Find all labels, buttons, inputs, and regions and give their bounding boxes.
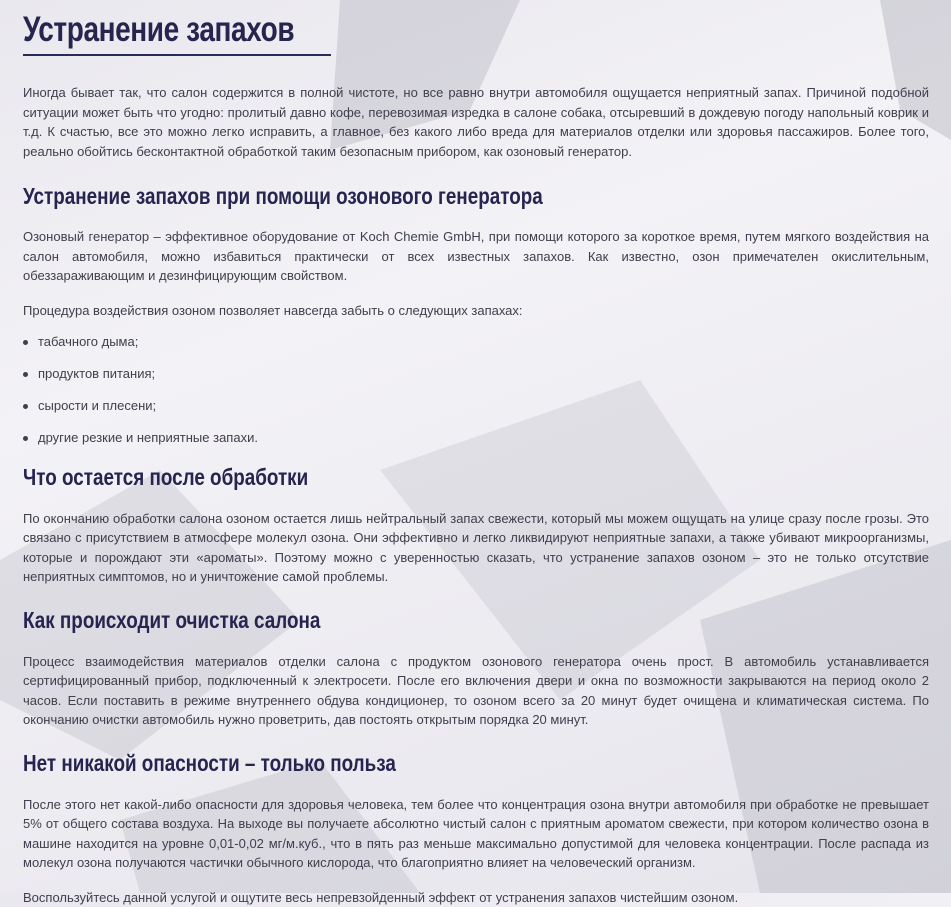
list-item: продуктов питания; <box>23 364 929 384</box>
section-heading-after-treatment: Что остается после обработки <box>23 463 556 491</box>
section1-paragraph-2: Процедура воздействия озоном позволяет навсегда забыть о следующих запахах: <box>23 301 929 321</box>
intro-paragraph: Иногда бывает так, что салон содержится в полной чистоте, но все равно внутри автомобиля ощущается неприятный запах. Причиной подобной ситуации может быть что угодно: пролитый давно кофе, перевозимая изредка в салоне собака, отсыревший в дождевую погоду напольный коврик и т.д. К счастью, все это можно легко исправить, а главное, без какого либо вреда для материалов отделки или здоровья пассажиров. Более того, реально обойтись бесконтактной обработкой таким безопасным прибором, как озоновый генератор. <box>23 83 929 161</box>
page-title: Устранение запахов <box>23 0 327 52</box>
section-heading-no-danger: Нет никакой опасности – только польза <box>23 749 556 777</box>
list-item: табачного дыма; <box>23 332 929 352</box>
section-heading-ozone-generator: Устранение запахов при помощи озонового генератора <box>23 182 556 210</box>
list-item: другие резкие и неприятные запахи. <box>23 428 929 448</box>
title-underline <box>23 54 331 56</box>
section2-paragraph-1: По окончанию обработки салона озоном остается лишь нейтральный запах свежести, который мы можем ощущать на улице сразу после грозы. Это связано с присутствием в атмосфере молекул озона. Они эффективно и легко ликвидируют неприятные запахи, а также убивают микроорганизмы, которые и порождают эти «ароматы». Поэтому можно с уверенностью сказать, что устранение запахов озоном – это не только отсутствие неприятных симптомов, но и уничтожение самой проблемы. <box>23 509 929 587</box>
section1-paragraph-1: Озоновый генератор – эффективное оборудование от Koch Chemie GmbH, при помощи которого за короткое время, путем мягкого воздействия на салон автомобиля, можно избавиться практически от всех известных запахов. Как известно, озон примечателен окислительным, обеззараживающим и дезинфицирующим свойством. <box>23 227 929 286</box>
odor-list <box>23 332 929 448</box>
section4-paragraph-2: Воспользуйтесь данной услугой и ощутите весь непревзойденный эффект от устранения запахов чистейшим озоном. <box>23 888 929 907</box>
section3-paragraph-1: Процесс взаимодействия материалов отделки салона с продуктом озонового генератора очень прост. В автомобиль устанавливается сертифицированный прибор, подключенный к электросети. После его включения двери и окна по возможности закрываются на период около 2 часов. Если поставить в режиме внутреннего обдува кондиционер, то озоном всего за 20 минут будет очищена и климатическая система. По окончанию очистки автомобиль нужно проветрить, дав постоять открытым порядка 20 минут. <box>23 652 929 730</box>
list-item: сырости и плесени; <box>23 396 929 416</box>
section-heading-cleaning-process: Как происходит очистка салона <box>23 606 556 634</box>
section4-paragraph-1: После этого нет какой-либо опасности для здоровья человека, тем более что концентрация озона внутри автомобиля при обработке не превышает 5% от общего состава воздуха. На выходе вы получаете абсолютно чистый салон с приятным ароматом свежести, при котором количество озона в машине находится на уровне 0,01-0,02 мг/м.куб., что в пять раз меньше максимально допустимой для человека концентрации. После распада из молекул озона получаются частички обычного кислорода, что благоприятно влияет на человеческий организм. <box>23 795 929 873</box>
